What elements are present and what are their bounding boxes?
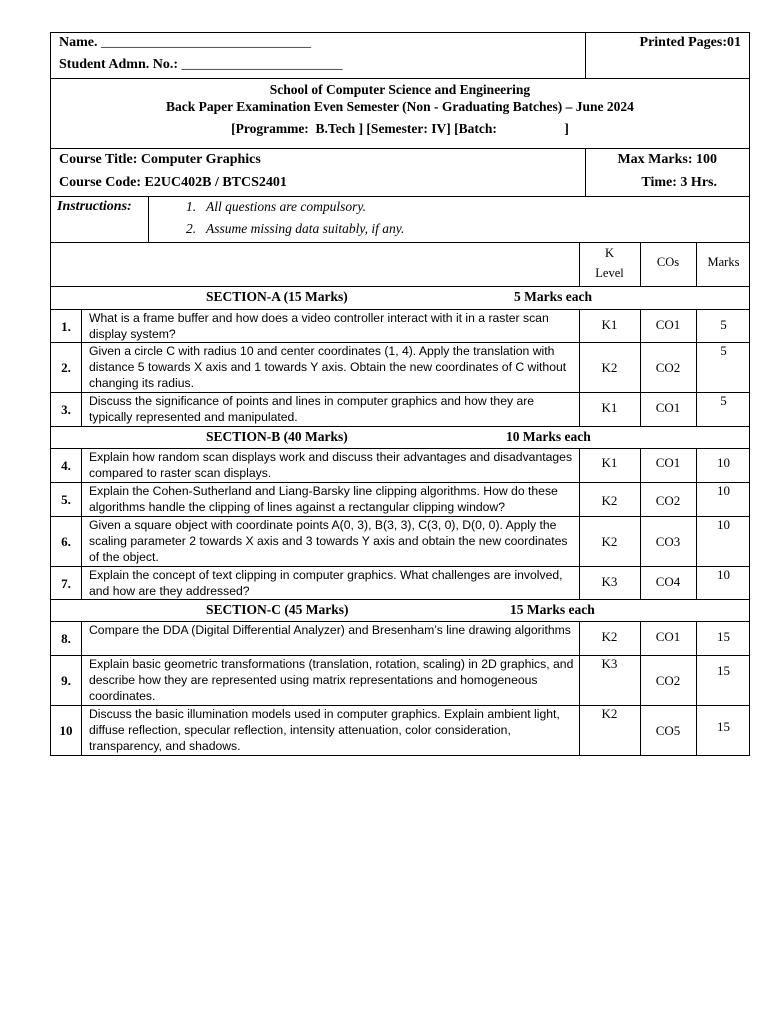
question-row [51,655,749,705]
question-text: Explain how random scan displays work and discuss their advantages and disadvantages compared to raster scan displays. [89,450,573,480]
cos-header: COs [656,255,680,269]
instructions-label: Instructions: [57,199,132,214]
course-title: Course Title: Computer Graphics [59,152,261,167]
course-outcome: CO1 [655,629,681,644]
question-text: Explain the concept of text clipping in computer graphics. What challenges are involved, and how are they addressed? [89,568,563,598]
question-number: 5. [61,492,71,507]
section-header [51,599,749,621]
instructions-block [50,196,750,242]
k-level: K1 [601,455,618,470]
programme-line: [Programme: B.Tech ] [Semester: IV] [Batch: ] [231,121,569,136]
k-level: K2 [601,629,618,644]
question-row [51,516,749,566]
question-number: 3. [61,402,71,417]
question-number: 8. [61,631,71,646]
k-level: K1 [601,400,618,415]
marks: 5 [720,393,727,408]
question-text: Discuss the basic illumination models used in computer graphics. Explain ambient light, diffuse reflection, specular reflection, intensity attenuation, color consideration, transparency, and shadows. [89,707,560,753]
question-table [50,286,750,756]
k-level: K2 [601,360,618,375]
question-row [51,705,749,755]
name-field: Name. ______________________________ [59,35,311,50]
exam-title: Back Paper Examination Even Semester (Non - Graduating Batches) – June 2024 [166,99,634,114]
question-number: 2. [61,360,71,375]
max-marks: Max Marks: 100 [617,152,717,167]
course-outcome: CO2 [655,360,681,375]
student-info-block [50,32,750,78]
question-text: What is a frame buffer and how does a video controller interact with it in a raster scan display system? [89,311,549,341]
question-row [51,621,749,655]
course-outcome: CO1 [655,400,681,415]
question-number: 6. [61,534,71,549]
marks: 15 [717,663,730,678]
marks: 15 [717,719,730,734]
question-row [51,309,749,342]
question-text: Given a circle C with radius 10 and center coordinates (1, 4). Apply the translation with distance 5 towards X axis and 1 towards Y axis. Obtain the new coordinates of C without changing its radius. [89,344,567,390]
course-outcome: CO4 [655,574,681,589]
question-text: Given a square object with coordinate points A(0, 3), B(3, 3), C(3, 0), D(0, 0). Apply the scaling parameter 2 towards X axis and 3 towards Y axis and obtain the new coordinates of the object. [89,518,568,564]
question-row [51,342,749,392]
marks: 10 [717,483,730,498]
section-marks-each: 15 Marks each [510,602,595,617]
question-number: 1. [61,318,71,334]
question-number: 4. [61,458,71,473]
course-outcome: CO5 [655,723,681,738]
column-header-row [50,242,750,286]
section-title: SECTION-B (40 Marks) [206,429,348,444]
k-level: K2 [601,534,618,549]
question-row [51,482,749,516]
section-marks-each: 5 Marks each [514,289,592,304]
k-level: K3 [601,656,618,671]
question-text: Explain basic geometric transformations (translation, rotation, scaling) in 2D graphics, and describe how they are represented using matrix representations and homogeneous coordinates. [89,657,574,703]
school-block [50,78,750,148]
question-text: Compare the DDA (Digital Differential Analyzer) and Bresenham’s line drawing algorithms [89,623,571,637]
k-level: K1 [601,317,618,332]
k-level: K3 [601,574,618,589]
question-number: 7. [61,575,71,591]
question-row [51,448,749,482]
instruction-item: 2. Assume missing data suitably, if any. [186,221,405,236]
marks: 10 [717,517,730,532]
course-outcome: CO2 [655,493,681,508]
school-name: School of Computer Science and Engineering [269,82,531,97]
printed-pages: Printed Pages:01 [639,35,741,50]
k-level-header: K Level [595,246,624,280]
question-number: 10 [59,723,73,738]
marks: 10 [717,455,730,470]
section-marks-each: 10 Marks each [506,429,591,444]
section-header [51,287,749,309]
course-block [50,148,750,196]
section-header [51,426,749,448]
question-row [51,392,749,426]
course-outcome: CO1 [655,455,681,470]
marks-header: Marks [707,255,740,269]
exam-paper [50,32,750,756]
marks: 5 [720,343,727,358]
question-number: 9. [61,673,71,688]
k-level: K2 [601,493,618,508]
course-outcome: CO3 [655,534,681,549]
question-text: Discuss the significance of points and lines in computer graphics and how they are typically represented and manipulated. [89,394,535,424]
question-row [51,566,749,599]
section-title: SECTION-A (15 Marks) [206,289,348,304]
question-text: Explain the Cohen-Sutherland and Liang-Barsky line clipping algorithms. How do these algorithms handle the clipping of lines against a rectangular clipping window? [89,484,558,514]
marks: 5 [720,317,727,332]
course-outcome: CO2 [655,673,681,688]
section-title: SECTION-C (45 Marks) [206,602,349,617]
course-outcome: CO1 [655,317,681,332]
exam-time: Time: 3 Hrs. [641,175,717,190]
admission-number-field: Student Admn. No.: _______________________ [59,57,343,72]
k-level: K2 [601,706,618,721]
instruction-item: 1. All questions are compulsory. [186,199,366,214]
marks: 15 [717,629,730,644]
marks: 10 [717,567,730,582]
course-code: Course Code: E2UC402B / BTCS2401 [59,175,287,190]
